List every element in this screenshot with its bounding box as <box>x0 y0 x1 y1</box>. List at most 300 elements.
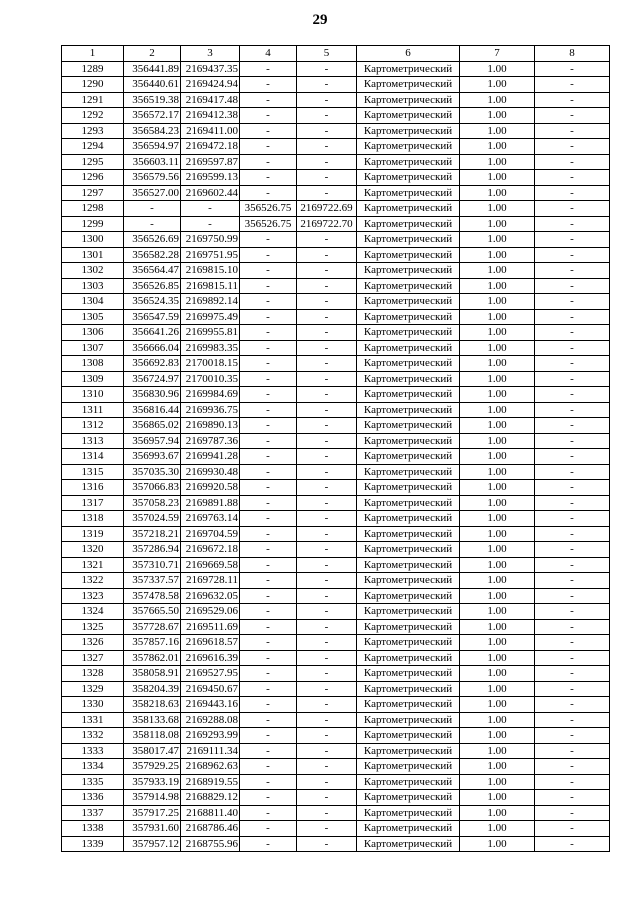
table-cell: 357066.83 <box>124 480 181 496</box>
table-cell: - <box>535 449 610 465</box>
table-row <box>62 759 610 775</box>
table-cell: 2169955.81 <box>181 325 240 341</box>
table-cell: 1324 <box>62 604 124 620</box>
table-cell: - <box>535 557 610 573</box>
table-cell: - <box>124 216 181 232</box>
table-cell: 1.00 <box>460 170 535 186</box>
table-cell: - <box>297 418 357 434</box>
table-cell: - <box>240 185 297 201</box>
table-cell: 1.00 <box>460 232 535 248</box>
table-cell: 1.00 <box>460 774 535 790</box>
table-cell: - <box>297 821 357 837</box>
table-cell: - <box>297 123 357 139</box>
table-cell: - <box>240 619 297 635</box>
table-row <box>62 309 610 325</box>
table-cell: - <box>297 325 357 341</box>
table-row <box>62 790 610 806</box>
table-cell: - <box>240 774 297 790</box>
table-cell: - <box>535 836 610 852</box>
table-row <box>62 278 610 294</box>
table-cell: 1.00 <box>460 139 535 155</box>
table-row <box>62 294 610 310</box>
table-row <box>62 557 610 573</box>
table-row <box>62 635 610 651</box>
table-cell: 357917.25 <box>124 805 181 821</box>
table-cell: 2169288.08 <box>181 712 240 728</box>
table-cell: 358204.39 <box>124 681 181 697</box>
table-cell: - <box>240 759 297 775</box>
page-number: 29 <box>312 12 328 28</box>
table-cell: - <box>297 604 357 620</box>
table-cell: 1.00 <box>460 61 535 77</box>
table-cell: Картометрический <box>357 387 460 403</box>
table-cell: Картометрический <box>357 836 460 852</box>
table-cell: 2169751.95 <box>181 247 240 263</box>
table-cell: - <box>240 77 297 93</box>
table-cell: - <box>240 573 297 589</box>
table-cell: 1311 <box>62 402 124 418</box>
table-cell: 1.00 <box>460 154 535 170</box>
table-cell: 357286.94 <box>124 542 181 558</box>
table-cell: - <box>240 635 297 651</box>
table-cell: 1322 <box>62 573 124 589</box>
table-cell: 357058.23 <box>124 495 181 511</box>
table-cell: - <box>297 836 357 852</box>
table-cell: 1335 <box>62 774 124 790</box>
table-cell: 1.00 <box>460 573 535 589</box>
table-cell: - <box>297 728 357 744</box>
table-cell: 2169411.00 <box>181 123 240 139</box>
table-cell: 356526.75 <box>240 201 297 217</box>
table-cell: - <box>297 371 357 387</box>
table-cell: - <box>297 759 357 775</box>
table-cell: 356641.26 <box>124 325 181 341</box>
table-cell: - <box>535 790 610 806</box>
table-row <box>62 805 610 821</box>
table-row <box>62 573 610 589</box>
column-header: 8 <box>535 46 610 62</box>
table-cell: - <box>297 464 357 480</box>
table-cell: 2169722.69 <box>297 201 357 217</box>
table-cell: 1.00 <box>460 356 535 372</box>
table-cell: - <box>535 216 610 232</box>
table-cell: 357929.25 <box>124 759 181 775</box>
table-cell: 2169672.18 <box>181 542 240 558</box>
table-cell: 356865.02 <box>124 418 181 434</box>
table-cell: 1295 <box>62 154 124 170</box>
table-cell: 356519.38 <box>124 92 181 108</box>
table-cell: Картометрический <box>357 743 460 759</box>
table-cell: - <box>535 387 610 403</box>
table-cell: - <box>240 511 297 527</box>
table-cell: 1319 <box>62 526 124 542</box>
table-cell: - <box>297 433 357 449</box>
table-cell: 1.00 <box>460 449 535 465</box>
table-cell: - <box>240 402 297 418</box>
table-cell: - <box>535 371 610 387</box>
table-cell: 357957.12 <box>124 836 181 852</box>
table-cell: Картометрический <box>357 371 460 387</box>
table-row <box>62 201 610 217</box>
table-cell: - <box>535 464 610 480</box>
table-cell: - <box>297 263 357 279</box>
table-cell: 2169472.18 <box>181 139 240 155</box>
table-cell: - <box>240 309 297 325</box>
table-cell: Картометрический <box>357 821 460 837</box>
table-row <box>62 495 610 511</box>
table-cell: 1339 <box>62 836 124 852</box>
table-cell: 1.00 <box>460 402 535 418</box>
table-cell: 1329 <box>62 681 124 697</box>
table-cell: 356579.56 <box>124 170 181 186</box>
table-cell: 2168786.46 <box>181 821 240 837</box>
table-cell: 1.00 <box>460 480 535 496</box>
table-cell: - <box>181 216 240 232</box>
table-cell: - <box>535 61 610 77</box>
table-cell: Картометрический <box>357 247 460 263</box>
table-cell: 356564.47 <box>124 263 181 279</box>
table-cell: - <box>535 247 610 263</box>
table-cell: 1.00 <box>460 526 535 542</box>
table-cell: - <box>535 681 610 697</box>
table-cell: - <box>535 712 610 728</box>
table-row <box>62 108 610 124</box>
table-cell: 1312 <box>62 418 124 434</box>
table-cell: 1.00 <box>460 247 535 263</box>
table-cell: 356692.83 <box>124 356 181 372</box>
table-cell: 1.00 <box>460 216 535 232</box>
table-cell: 2169529.06 <box>181 604 240 620</box>
table-cell: 1.00 <box>460 123 535 139</box>
table-cell: - <box>297 619 357 635</box>
table-cell: 2169750.99 <box>181 232 240 248</box>
table-cell: 1.00 <box>460 511 535 527</box>
table-cell: 2169669.58 <box>181 557 240 573</box>
table-cell: - <box>535 232 610 248</box>
table-cell: 1303 <box>62 278 124 294</box>
table-cell: - <box>535 418 610 434</box>
table-cell: - <box>240 232 297 248</box>
table-cell: 357862.01 <box>124 650 181 666</box>
table-cell: - <box>240 294 297 310</box>
table-cell: - <box>535 108 610 124</box>
table-cell: 2169602.44 <box>181 185 240 201</box>
table-cell: - <box>297 573 357 589</box>
table-cell: Картометрический <box>357 666 460 682</box>
table-cell: 1300 <box>62 232 124 248</box>
table-cell: - <box>297 588 357 604</box>
table-row <box>62 480 610 496</box>
table-cell: - <box>297 743 357 759</box>
table-row <box>62 681 610 697</box>
column-header: 3 <box>181 46 240 62</box>
table-cell: - <box>535 325 610 341</box>
table-cell: 1292 <box>62 108 124 124</box>
table-cell: 2169890.13 <box>181 418 240 434</box>
table-cell: - <box>297 480 357 496</box>
table-cell: 1.00 <box>460 278 535 294</box>
table-cell: 1332 <box>62 728 124 744</box>
table-row <box>62 61 610 77</box>
table-cell: 1.00 <box>460 77 535 93</box>
table-cell: - <box>297 61 357 77</box>
table-cell: - <box>535 573 610 589</box>
table-cell: - <box>535 201 610 217</box>
table-row <box>62 666 610 682</box>
table-cell: 2169618.57 <box>181 635 240 651</box>
table-cell: - <box>297 542 357 558</box>
table-cell: - <box>240 542 297 558</box>
table-cell: 1316 <box>62 480 124 496</box>
table-cell: - <box>535 604 610 620</box>
table-cell: 358118.08 <box>124 728 181 744</box>
column-header: 1 <box>62 46 124 62</box>
table-cell: - <box>240 325 297 341</box>
table-cell: - <box>240 526 297 542</box>
table-cell: 1.00 <box>460 108 535 124</box>
table-cell: 1304 <box>62 294 124 310</box>
table-cell: 2169941.28 <box>181 449 240 465</box>
table-cell: - <box>535 588 610 604</box>
table-cell: 1293 <box>62 123 124 139</box>
table-cell: 1.00 <box>460 790 535 806</box>
table-cell: Картометрический <box>357 108 460 124</box>
table-cell: 1.00 <box>460 712 535 728</box>
table-cell: - <box>240 836 297 852</box>
table-cell: Картометрический <box>357 464 460 480</box>
table-cell: 1306 <box>62 325 124 341</box>
table-cell: - <box>535 666 610 682</box>
table-cell: 1317 <box>62 495 124 511</box>
table-cell: - <box>297 185 357 201</box>
table-cell: 2169936.75 <box>181 402 240 418</box>
table-cell: 1.00 <box>460 681 535 697</box>
table-cell: - <box>240 139 297 155</box>
table-cell: Картометрический <box>357 542 460 558</box>
table-cell: - <box>240 263 297 279</box>
table-cell: - <box>240 371 297 387</box>
table-cell: - <box>297 805 357 821</box>
table-cell: 1296 <box>62 170 124 186</box>
table-cell: 1.00 <box>460 387 535 403</box>
table-cell: 1.00 <box>460 418 535 434</box>
table-cell: - <box>535 821 610 837</box>
table-row <box>62 712 610 728</box>
table-cell: 1289 <box>62 61 124 77</box>
table-cell: 2168811.40 <box>181 805 240 821</box>
table-cell: - <box>535 402 610 418</box>
table-cell: - <box>297 387 357 403</box>
table-row <box>62 371 610 387</box>
table-cell: Картометрический <box>357 123 460 139</box>
table-cell: - <box>240 650 297 666</box>
table-cell: - <box>535 697 610 713</box>
table-cell: 357337.57 <box>124 573 181 589</box>
table-cell: 1325 <box>62 619 124 635</box>
table-row <box>62 247 610 263</box>
table-cell: - <box>240 480 297 496</box>
table-cell: 2169815.11 <box>181 278 240 294</box>
table-row <box>62 619 610 635</box>
table-cell: 356572.17 <box>124 108 181 124</box>
table-cell: - <box>535 542 610 558</box>
table-cell: Картометрический <box>357 573 460 589</box>
table-cell: Картометрический <box>357 790 460 806</box>
table-cell: 1.00 <box>460 836 535 852</box>
table-cell: Картометрический <box>357 588 460 604</box>
table-row <box>62 697 610 713</box>
table-cell: 1326 <box>62 635 124 651</box>
table-cell: 1.00 <box>460 650 535 666</box>
table-row <box>62 77 610 93</box>
column-header: 7 <box>460 46 535 62</box>
table-cell: 1.00 <box>460 340 535 356</box>
table-cell: - <box>240 681 297 697</box>
table-cell: 357478.58 <box>124 588 181 604</box>
table-cell: 2168755.96 <box>181 836 240 852</box>
table-row <box>62 418 610 434</box>
table-cell: 1338 <box>62 821 124 837</box>
table-cell: - <box>240 449 297 465</box>
table-row <box>62 743 610 759</box>
table-cell: 2169920.58 <box>181 480 240 496</box>
table-cell: - <box>240 588 297 604</box>
table-cell: 1333 <box>62 743 124 759</box>
table-cell: - <box>535 728 610 744</box>
table-cell: Картометрический <box>357 557 460 573</box>
table-cell: 1291 <box>62 92 124 108</box>
table-cell: 2168919.55 <box>181 774 240 790</box>
table-cell: - <box>297 681 357 697</box>
table-cell: 1.00 <box>460 805 535 821</box>
table-cell: 356547.59 <box>124 309 181 325</box>
table-cell: Картометрический <box>357 232 460 248</box>
table-cell: - <box>535 774 610 790</box>
table-cell: 1.00 <box>460 325 535 341</box>
table-row <box>62 170 610 186</box>
table-cell: 1.00 <box>460 743 535 759</box>
table-cell: 356524.35 <box>124 294 181 310</box>
table-row <box>62 728 610 744</box>
table-cell: Картометрический <box>357 619 460 635</box>
table-cell: 357728.67 <box>124 619 181 635</box>
table-cell: 357310.71 <box>124 557 181 573</box>
table-cell: - <box>535 340 610 356</box>
table-cell: - <box>297 294 357 310</box>
table-cell: Картометрический <box>357 340 460 356</box>
table-cell: 2169722.70 <box>297 216 357 232</box>
table-cell: - <box>297 340 357 356</box>
table-cell: - <box>240 697 297 713</box>
table-cell: - <box>240 61 297 77</box>
table-cell: - <box>535 805 610 821</box>
table-row <box>62 542 610 558</box>
table-row <box>62 588 610 604</box>
table-cell: - <box>297 790 357 806</box>
table-cell: 1.00 <box>460 371 535 387</box>
table-cell: - <box>297 139 357 155</box>
table-cell: 2168829.12 <box>181 790 240 806</box>
table-header-row <box>62 46 610 62</box>
table-cell: 1.00 <box>460 263 535 279</box>
table-cell: Картометрический <box>357 216 460 232</box>
table-cell: Картометрический <box>357 604 460 620</box>
table-cell: Картометрический <box>357 511 460 527</box>
table-cell: Картометрический <box>357 728 460 744</box>
table-cell: 1337 <box>62 805 124 821</box>
table-cell: 2168962.63 <box>181 759 240 775</box>
table-cell: - <box>240 495 297 511</box>
table-row <box>62 139 610 155</box>
table-cell: Картометрический <box>357 681 460 697</box>
column-header: 2 <box>124 46 181 62</box>
table-cell: - <box>535 139 610 155</box>
table-cell: 1.00 <box>460 542 535 558</box>
table-cell: 2169787.36 <box>181 433 240 449</box>
table-cell: - <box>535 263 610 279</box>
table-cell: Картометрический <box>357 495 460 511</box>
table-cell: 356440.61 <box>124 77 181 93</box>
table-cell: - <box>240 108 297 124</box>
table-cell: 1313 <box>62 433 124 449</box>
table-cell: Картометрический <box>357 805 460 821</box>
table-cell: Картометрический <box>357 309 460 325</box>
table-cell: 356603.11 <box>124 154 181 170</box>
table-cell: 357024.59 <box>124 511 181 527</box>
table-cell: - <box>535 170 610 186</box>
table-cell: 1.00 <box>460 557 535 573</box>
table-cell: 1.00 <box>460 728 535 744</box>
table-cell: 2169511.69 <box>181 619 240 635</box>
table-cell: - <box>240 821 297 837</box>
table-cell: 1.00 <box>460 201 535 217</box>
table-cell: Картометрический <box>357 278 460 294</box>
table-cell: 1.00 <box>460 759 535 775</box>
table-cell: - <box>181 201 240 217</box>
table-cell: 2169930.48 <box>181 464 240 480</box>
table-cell: - <box>240 418 297 434</box>
table-cell: 357857.16 <box>124 635 181 651</box>
table-cell: - <box>297 697 357 713</box>
table-cell: - <box>240 433 297 449</box>
table-cell: - <box>297 774 357 790</box>
table-cell: 1330 <box>62 697 124 713</box>
table-cell: - <box>240 247 297 263</box>
table-cell: - <box>297 557 357 573</box>
table-cell: - <box>297 232 357 248</box>
table-cell: 2169437.35 <box>181 61 240 77</box>
table-cell: 356582.28 <box>124 247 181 263</box>
table-cell: 1318 <box>62 511 124 527</box>
table-cell: Картометрический <box>357 201 460 217</box>
table-cell: 2169412.38 <box>181 108 240 124</box>
table-cell: 2169891.88 <box>181 495 240 511</box>
table-row <box>62 92 610 108</box>
table-cell: 1.00 <box>460 588 535 604</box>
table-cell: Картометрический <box>357 635 460 651</box>
table-cell: 1314 <box>62 449 124 465</box>
table-cell: Картометрический <box>357 77 460 93</box>
table-cell: 356816.44 <box>124 402 181 418</box>
table-cell: - <box>535 635 610 651</box>
table-cell: - <box>535 743 610 759</box>
table-cell: 1290 <box>62 77 124 93</box>
table-cell: Картометрический <box>357 402 460 418</box>
table-cell: Картометрический <box>357 697 460 713</box>
table-cell: 1298 <box>62 201 124 217</box>
table-cell: - <box>297 356 357 372</box>
table-cell: 356724.97 <box>124 371 181 387</box>
